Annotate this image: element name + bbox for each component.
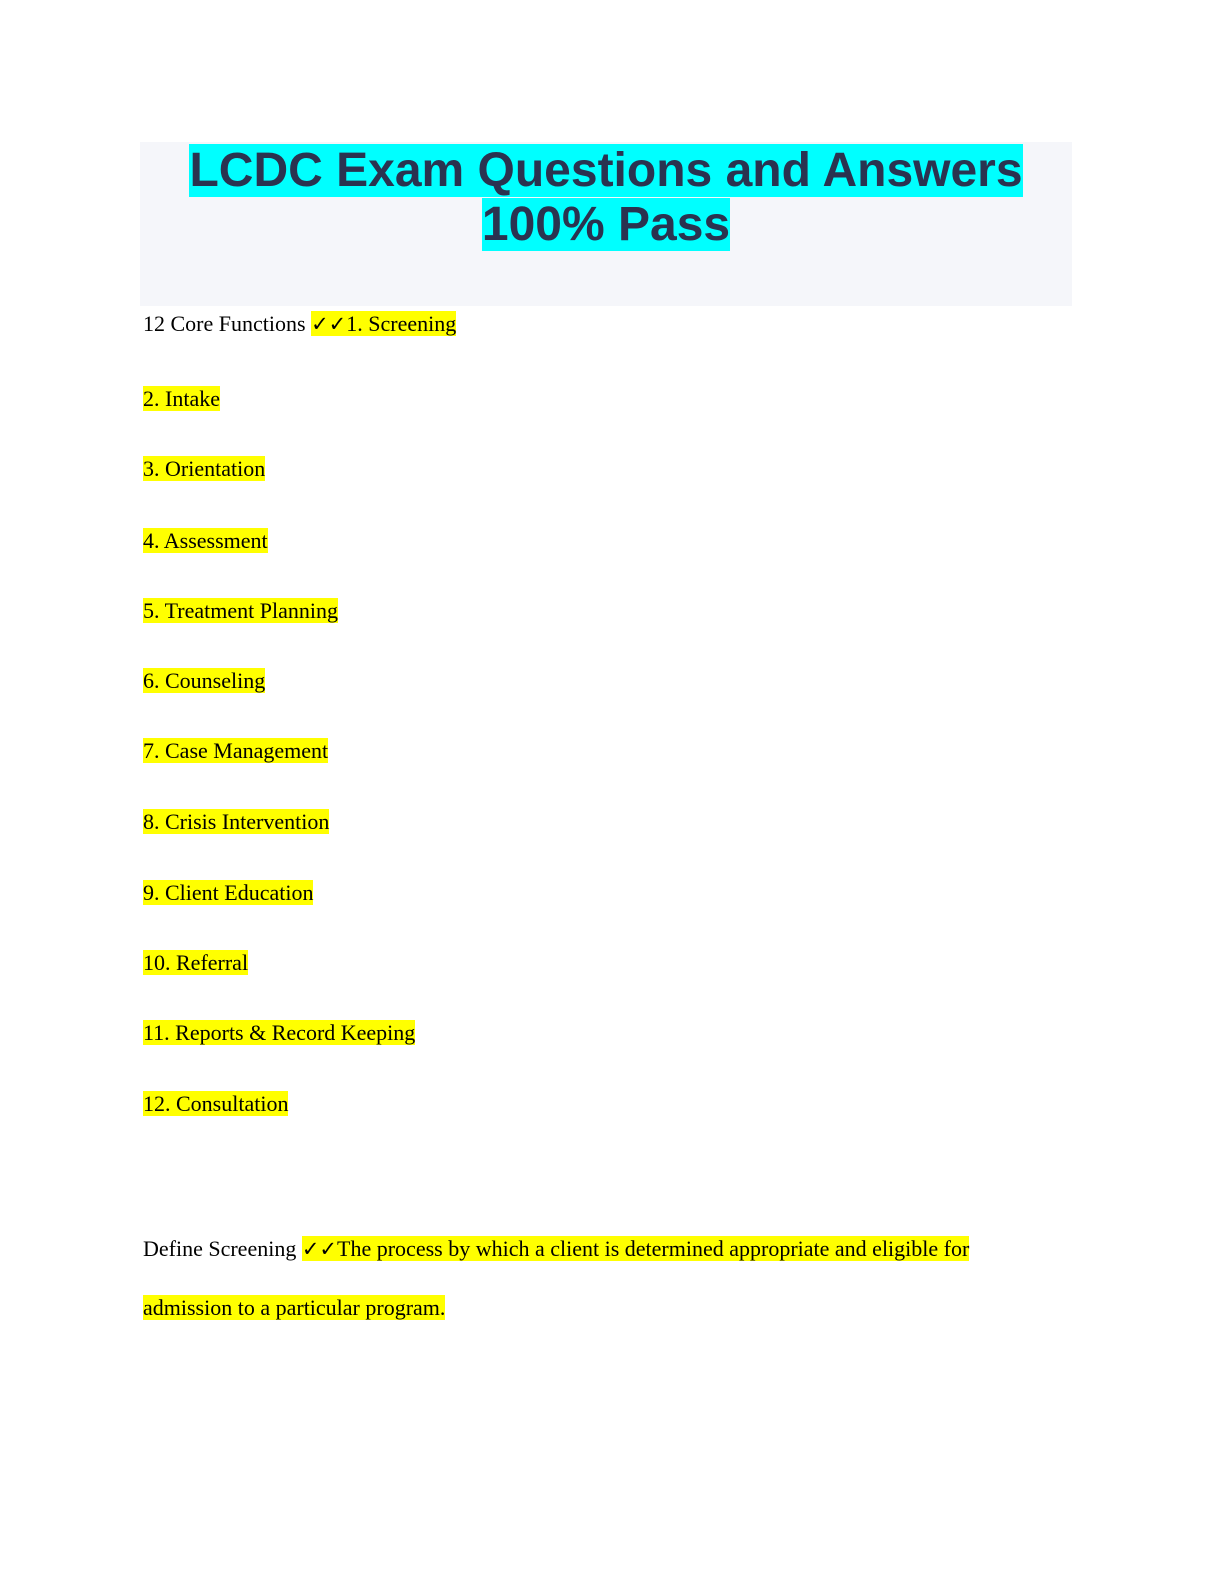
answer-item-12: 12. Consultation [143,1091,289,1116]
page-title [140,142,1072,252]
list-item [143,1017,415,1049]
list-item [143,383,220,415]
double-check-icon: ✓✓ [311,312,347,336]
answer-item-8: 8. Crisis Intervention [143,809,330,834]
title-line-1: LCDC Exam Questions and Answers [189,144,1023,197]
answer-line-2: admission to a particular program. [143,1295,446,1320]
answer-item-7: 7. Case Management [143,738,329,763]
answer-item-2: 2. Intake [143,386,220,411]
answer-item-11: 11. Reports & Record Keeping [143,1020,416,1045]
answer-item-5: 5. Treatment Planning [143,598,338,623]
list-item [143,665,265,697]
list-item [143,595,338,627]
question-label: 12 Core Functions [143,311,312,336]
answer-item-9: 9. Client Education [143,880,314,905]
list-item [143,453,265,485]
list-item [143,735,328,767]
answer-item-1: 1. Screening [346,311,457,336]
list-item [143,877,313,909]
answer-line-1: The process by which a client is determined appropriate and eligible for [337,1236,970,1261]
answer-item-6: 6. Counseling [143,668,266,693]
answer-highlight [311,311,456,336]
list-item [143,1088,288,1120]
answer-item-10: 10. Referral [143,950,249,975]
answer-item-3: 3. Orientation [143,456,266,481]
question-core-functions [143,308,456,340]
title-line-2: 100% Pass [481,198,731,251]
answer-continuation [143,1292,445,1324]
question-label: Define Screening [143,1236,302,1261]
list-item [143,947,248,979]
double-check-icon: ✓✓ [301,1237,338,1261]
answer-item-4: 4. Assessment [143,528,268,553]
list-item [143,525,268,557]
list-item [143,806,329,838]
title-box [140,142,1072,306]
question-define-screening [143,1233,969,1265]
answer-highlight [302,1236,969,1261]
